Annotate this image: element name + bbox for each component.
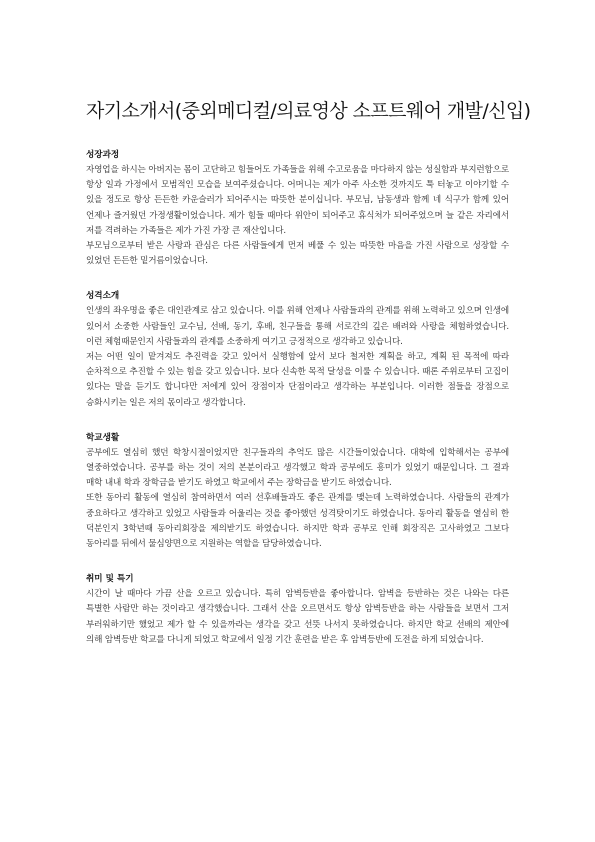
school-life-paragraph-2: 또한 동아리 활동에 열심히 참여하면서 여러 선후배들과도 좋은 관계를 맺는데 노력하였습니다. 사람들의 관계가 중요하다고 생각하고 있었고 사람들과 어울리는 것을 좋아했던 성격탓이기도 하였습니다. 동아리 활동을 열심히 한 덕분인지 3학년때 동아리회장을 제의받기도 하였습니다. 하지만 학과 공부로 인해 회장직은 고사하였고 그보다 동아리를 뒤에서 물심양면으로 지원하는 역할을 담당하였습니다. [86,493,509,550]
section-growth [86,148,509,269]
personality-paragraph-1: 인생의 좌우명을 좋은 대인관계로 삼고 있습니다. 이를 위해 언제나 사람들과의 관계를 위해 노력하고 있으며 인생에 있어서 소중한 사람들인 교수님, 선배, 동기, 후배, 친구들을 통해 서로간의 깊은 배려와 사랑을 체험하였습니다. 이런 체험때문인지 사람들과의 관계를 소중하게 여기고 긍정적으로 생각하고 있습니다. [86,306,509,347]
school-life-paragraph-1: 공부에도 열심히 했던 학창시절이었지만 친구들과의 추억도 많은 시간들이었습니다. 대학에 입학해서는 공부에 열중하였습니다. 공부를 하는 것이 저의 본분이라고 생각했고 학과 공부에도 흥미가 있었기 때문입니다. 그 결과 매학 내내 학과 장학금을 받기도 하였고 학교에서 주는 장학금을 받기도 하였습니다. [86,447,509,489]
growth-paragraph-2: 부모님으로부터 받은 사랑과 관심은 다른 사람들에게 먼저 베풀 수 있는 따뜻한 마음을 가진 사람으로 성장할 수 있었던 든든한 밑거름이었습니다. [86,241,509,267]
section-heading-hobbies: 취미 및 특기 [86,574,134,585]
section-heading-school-life: 학교생활 [86,432,120,443]
section-hobbies [86,572,509,648]
growth-paragraph-1: 자영업을 하시는 아버지는 몸이 고단하고 힘들어도 가족들을 위해 수고로움을 마다하지 않는 성실함과 부지런함으로 항상 일과 가정에서 모범적인 모습을 보여주셨습니다. 어머니는 제가 아주 사소한 것까지도 툭 터놓고 이야기할 수 있을 정도로 항상 든든한 카운슬러가 되어주시는 따뜻한 분이십니다. 부모님, 남동생과 함께 네 식구가 함께 있어 언제나 즐거웠던 가정생활이었습니다. 제가 힘들 때마다 위안이 되어주고 휴식처가 되어주었으며 늘 같은 자리에서 저를 격려하는 가족들은 제가 가진 가장 큰 재산입니다. [86,165,509,236]
section-school-life [86,431,509,552]
personality-paragraph-2: 저는 어떤 일이 맡겨져도 추진력을 갖고 있어서 실행함에 앞서 보다 철저한 계획을 하고, 계획 된 목적에 따라 순차적으로 추진할 수 있는 힘을 갖고 있습니다. 보다 신속한 목적 달성을 이룰 수 있습니다. 때론 주위로부터 고집이 있다는 말을 듣기도 합니다만 저에게 있어 장점이자 단점이라고 생각하는 부분입니다. 이러한 점들을 장점으로 승화시키는 일은 저의 몫이라고 생각합니다. [86,352,509,408]
section-heading-growth: 성장과정 [86,150,120,160]
section-heading-personality: 성격소개 [86,291,120,302]
section-personality [86,289,509,410]
document-title: 자기소개서(중외메디컬/의료영상 소프트웨어 개발/신입) [86,100,531,122]
hobbies-paragraph-1: 시간이 날 때마다 가끔 산을 오르고 있습니다. 특히 암벽등반을 좋아합니다. 암벽을 등반하는 것은 나와는 다른 특별한 사람만 하는 것이라고 생각했습니다. 그래서 산을 오르면서도 항상 암벽등반을 하는 사람들을 보면서 그저 부러워하기만 했었고 제가 할 수 있을까라는 생각을 갖고 선뜻 나서지 못하였습니다. 하지만 학교 선배의 제안에 의해 암벽등반 학교를 다니게 되었고 학교에서 일정 기간 훈련을 받은 후 암벽등반에 도전을 하게 되었습니다. [86,589,509,645]
